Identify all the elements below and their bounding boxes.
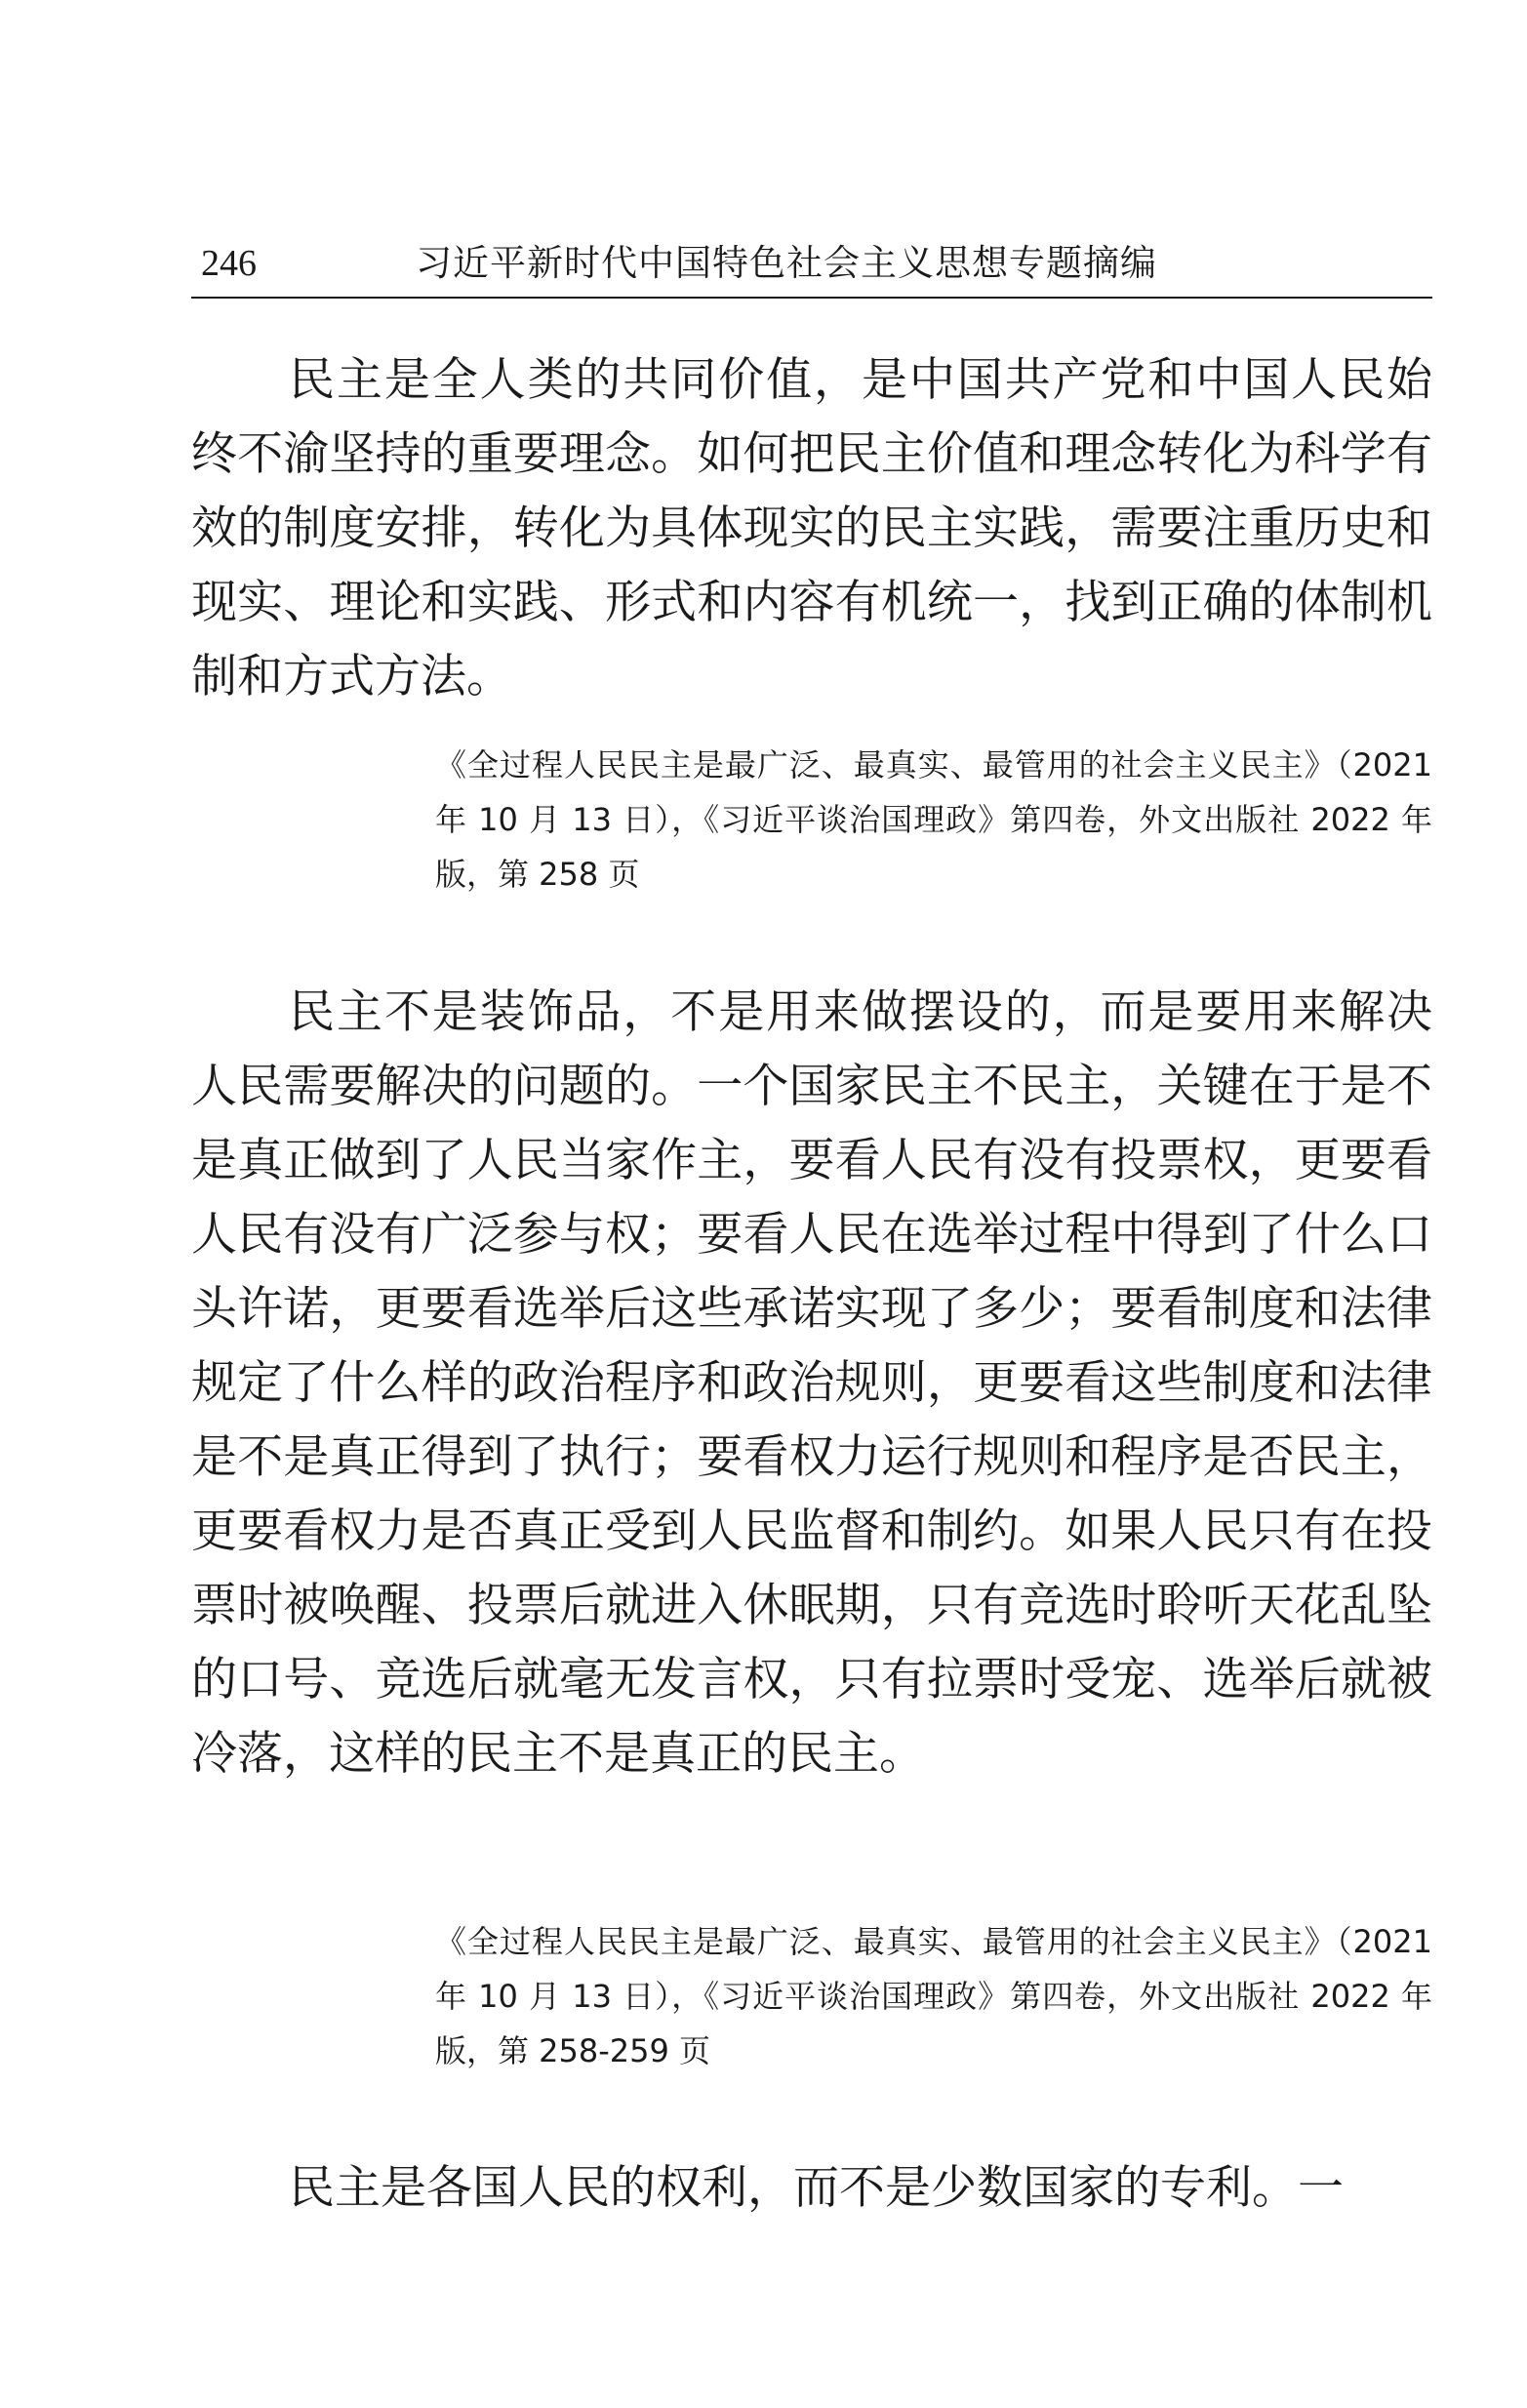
- body-paragraph-2: 民主不是装饰品，不是用来做摆设的，而是要用来解决人民需要解决的问题的。一个国家民主不民主，关键在于是不是真正做到了人民当家作主，要看人民有没有投票权，更要看人民有没有广泛参与权；要看人民在选举过程中得到了什么口头许诺，更要看选举后这些承诺实现了多少；要看制度和法律规定了什么样的政治程序和政治规则，更要看这些制度和法律是不是真正得到了执行；要看权力运行规则和程序是否民主，更要看权力是否真正受到人民监督和制约。如果人民只有在投票时被唤醒、投票后就进入休眠期，只有竞选时聆听天花乱坠的口号、竞选后就毫无发言权，只有拉票时受宠、选举后就被冷落，这样的民主不是真正的民主。: [191, 985, 1432, 1781]
- body-paragraph-1: 民主是全人类的共同价值，是中国共产党和中国人民始终不渝坚持的重要理念。如何把民主价值和理念转化为科学有效的制度安排，转化为具体现实的民主实践，需要注重历史和现实、理论和实践、形式和内容有机统一，找到正确的体制机制和方式方法。: [191, 353, 1432, 703]
- page-header: [191, 234, 1432, 293]
- header-divider: [191, 297, 1432, 299]
- running-title: 习近平新时代中国特色社会主义思想专题摘编: [416, 242, 1157, 284]
- book-page: [191, 0, 1432, 2408]
- citation-2: 《全过程人民民主是最广泛、最真实、最管用的社会主义民主》（2021 年 10 月 13 日），《习近平谈治国理政》第四卷，外文出版社 2022 年版，第 258-259 页: [435, 1923, 1432, 2069]
- citation-1: 《全过程人民民主是最广泛、最真实、最管用的社会主义民主》（2021 年 10 月 13 日），《习近平谈治国理政》第四卷，外文出版社 2022 年版，第 258 页: [435, 746, 1432, 893]
- page-number: 246: [201, 243, 257, 284]
- body-paragraph-3: 民主是各国人民的权利，而不是少数国家的专利。一: [289, 2161, 1344, 2215]
